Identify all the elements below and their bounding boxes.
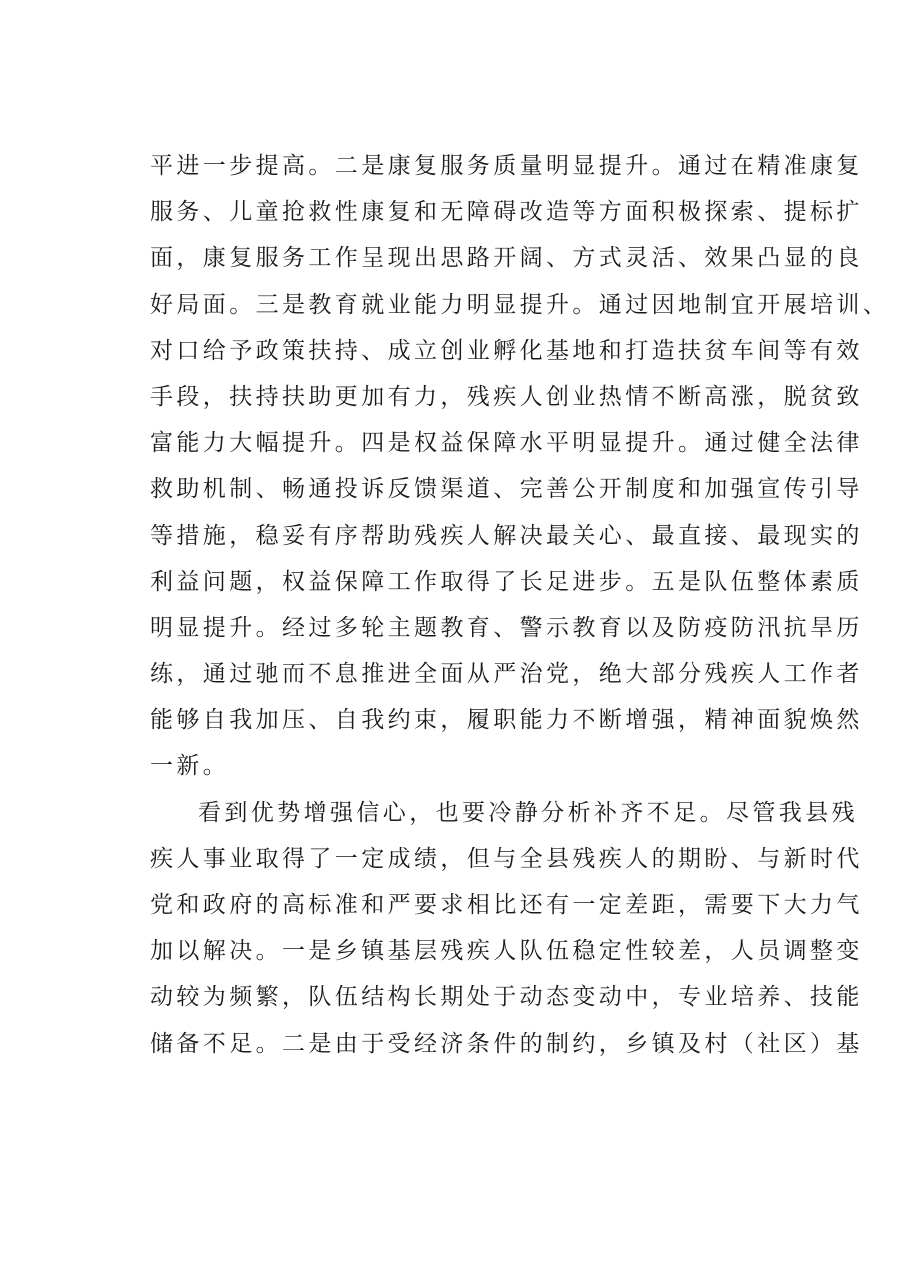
text-line: 手段，扶持扶助更加有力，残疾人创业热情不断高涨，脱贫致 — [150, 383, 863, 410]
text-line: 富能力大幅提升。四是权益保障水平明显提升。通过健全法律 — [150, 430, 863, 457]
text-line-indented: 看到优势增强信心，也要冷静分析补齐不足。尽管我县残 — [198, 799, 858, 826]
text-line: 救助机制、畅通投诉反馈渠道、完善公开制度和加强宣传引导 — [150, 476, 863, 503]
text-line: 等措施，稳妥有序帮助残疾人解决最关心、最直接、最现实的 — [150, 522, 863, 549]
text-line: 对口给予政策扶持、成立创业孵化基地和打造扶贫车间等有效 — [150, 337, 863, 364]
text-line: 平进一步提高。二是康复服务质量明显提升。通过在精准康复 — [150, 153, 863, 179]
text-line: 疾人事业取得了一定成绩，但与全县残疾人的期盼、与新时代 — [150, 845, 863, 872]
text-line: 好局面。三是教育就业能力明显提升。通过因地制宜开展培训、 — [150, 291, 890, 318]
body-text — [150, 143, 890, 1067]
text-line: 党和政府的高标准和严要求相比还有一定差距，需要下大力气 — [150, 892, 863, 918]
text-line: 服务、儿童抢救性康复和无障碍改造等方面积极探索、提标扩 — [150, 199, 863, 226]
text-line: 储备不足。二是由于受经济条件的制约，乡镇及村（社区）基 — [150, 1030, 863, 1057]
text-line: 练，通过驰而不息推进全面从严治党，绝大部分残疾人工作者 — [150, 661, 863, 688]
text-line: 加以解决。一是乡镇基层残疾人队伍稳定性较差，人员调整变 — [150, 938, 863, 965]
text-line: 动较为频繁，队伍结构长期处于动态变动中，专业培养、技能 — [150, 984, 863, 1011]
paragraph-1 — [150, 143, 890, 790]
text-line: 利益问题，权益保障工作取得了长足进步。五是队伍整体素质 — [150, 568, 863, 595]
text-line: 能够自我加压、自我约束，履职能力不断增强，精神面貌焕然 — [150, 707, 863, 734]
paragraph-2 — [150, 790, 863, 1067]
text-line: 面，康复服务工作呈现出思路开阔、方式灵活、效果凸显的良 — [150, 245, 863, 272]
text-line: 一新。 — [150, 753, 230, 780]
text-line: 明显提升。经过多轮主题教育、警示教育以及防疫防汛抗旱历 — [150, 614, 863, 641]
